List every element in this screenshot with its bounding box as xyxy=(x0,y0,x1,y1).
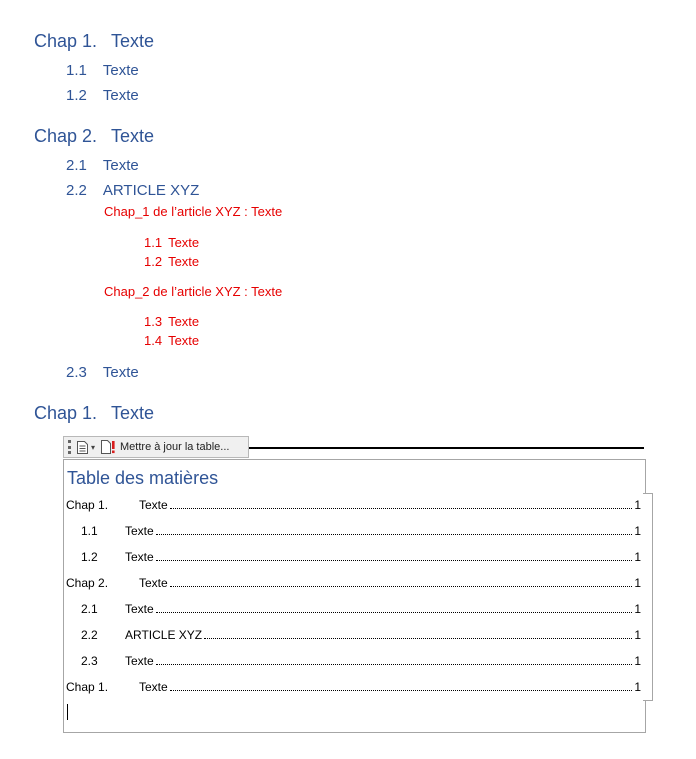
toc-title: Table des matières xyxy=(67,468,219,488)
toc-control-border xyxy=(249,447,644,449)
article-heading-1-4 xyxy=(144,333,199,348)
toc-row-number: Chap 1. xyxy=(66,680,109,694)
toc-row-number: Chap 2. xyxy=(66,576,109,590)
toc-row-page: 1 xyxy=(634,498,641,512)
toc-leader-dots xyxy=(156,664,633,665)
toc-leader-dots xyxy=(170,586,633,587)
toc-row-number: 2.1 xyxy=(81,602,98,616)
toc-row-page: 1 xyxy=(634,602,641,616)
heading-2-1 xyxy=(66,157,139,174)
heading-number: Chap 1. xyxy=(34,403,98,423)
toc-leader-dots xyxy=(204,638,632,639)
toc-row-text: Texte xyxy=(125,654,154,668)
toc-row[interactable] xyxy=(66,678,641,694)
document-icon[interactable] xyxy=(77,441,88,454)
heading-text: Texte xyxy=(111,31,155,51)
heading-text: Texte xyxy=(102,87,139,104)
toc-row[interactable] xyxy=(66,626,641,642)
toc-box-notch xyxy=(643,493,653,701)
toc-row-page: 1 xyxy=(634,628,641,642)
toc-row-text: Texte xyxy=(125,602,154,616)
heading-number: Chap 2. xyxy=(34,126,98,146)
toc-row-number: 1.2 xyxy=(81,550,98,564)
toc-leader-dots xyxy=(170,508,633,509)
heading-number: 1.2 xyxy=(66,87,87,104)
article-heading-1-1 xyxy=(144,235,199,250)
heading-number: 1.2 xyxy=(144,254,163,269)
chevron-down-icon[interactable]: ▾ xyxy=(91,442,96,452)
toc-row[interactable] xyxy=(66,600,641,616)
heading-text: Texte xyxy=(102,157,139,174)
toc-leader-dots xyxy=(170,690,633,691)
heading-1-1 xyxy=(66,62,139,79)
heading-text: Texte xyxy=(168,254,200,269)
heading-text: Texte xyxy=(168,314,200,329)
article-chap-1: Chap_1 de l’article XYZ : Texte xyxy=(104,204,283,219)
toc-row-number: Chap 1. xyxy=(66,498,109,512)
update-table-button[interactable] xyxy=(101,440,229,454)
heading-chap-1-again xyxy=(34,403,154,424)
heading-chap-1 xyxy=(34,31,154,52)
heading-number: 1.3 xyxy=(144,314,163,329)
toc-row-text: Texte xyxy=(139,680,168,694)
toc-row-page: 1 xyxy=(634,680,641,694)
heading-number: 2.1 xyxy=(66,157,87,174)
toc-row-text: ARTICLE XYZ xyxy=(125,628,203,642)
heading-1-2 xyxy=(66,87,139,104)
toc-row-text: Texte xyxy=(125,524,154,538)
toc-leader-dots xyxy=(156,560,633,561)
update-table-label: Mettre à jour la table... xyxy=(120,441,230,453)
heading-number: 1.1 xyxy=(66,62,87,79)
heading-number: 1.4 xyxy=(144,333,163,348)
article-heading-1-3 xyxy=(144,314,199,329)
toc-row[interactable] xyxy=(66,652,641,668)
heading-text: Texte xyxy=(102,62,139,79)
heading-text: Texte xyxy=(102,364,139,381)
heading-number: 2.2 xyxy=(66,182,87,199)
toc-row-text: Texte xyxy=(139,498,168,512)
article-chap-2: Chap_2 de l’article XYZ : Texte xyxy=(104,284,283,299)
article-heading-1-2 xyxy=(144,254,199,269)
heading-text: ARTICLE XYZ xyxy=(102,182,200,199)
heading-number: Chap 1. xyxy=(34,31,98,51)
toc-row-page: 1 xyxy=(634,550,641,564)
toc-leader-dots xyxy=(156,612,633,613)
toc-row-page: 1 xyxy=(634,576,641,590)
toc-row-text: Texte xyxy=(125,550,154,564)
toc-row-page: 1 xyxy=(634,524,641,538)
toc-row-number: 1.1 xyxy=(81,524,98,538)
drag-handle-icon[interactable] xyxy=(68,440,71,454)
toc-row[interactable] xyxy=(66,496,641,512)
heading-text: Texte xyxy=(111,126,155,146)
toc-row[interactable] xyxy=(66,574,641,590)
toc-row-text: Texte xyxy=(139,576,168,590)
heading-number: 2.3 xyxy=(66,364,87,381)
toc-row-number: 2.3 xyxy=(81,654,98,668)
toc-row[interactable] xyxy=(66,522,641,538)
heading-text: Texte xyxy=(168,235,200,250)
toc-leader-dots xyxy=(156,534,633,535)
text-cursor xyxy=(67,704,68,720)
heading-number: 1.1 xyxy=(144,235,163,250)
toc-toolbar xyxy=(63,436,249,458)
heading-2-2 xyxy=(66,182,199,199)
toc-row[interactable] xyxy=(66,548,641,564)
toc-row-number: 2.2 xyxy=(81,628,98,642)
heading-2-3 xyxy=(66,364,139,381)
heading-text: Texte xyxy=(111,403,155,423)
heading-text: Texte xyxy=(168,333,200,348)
update-warning-icon xyxy=(101,440,117,454)
heading-chap-2 xyxy=(34,126,154,147)
toc-row-page: 1 xyxy=(634,654,641,668)
